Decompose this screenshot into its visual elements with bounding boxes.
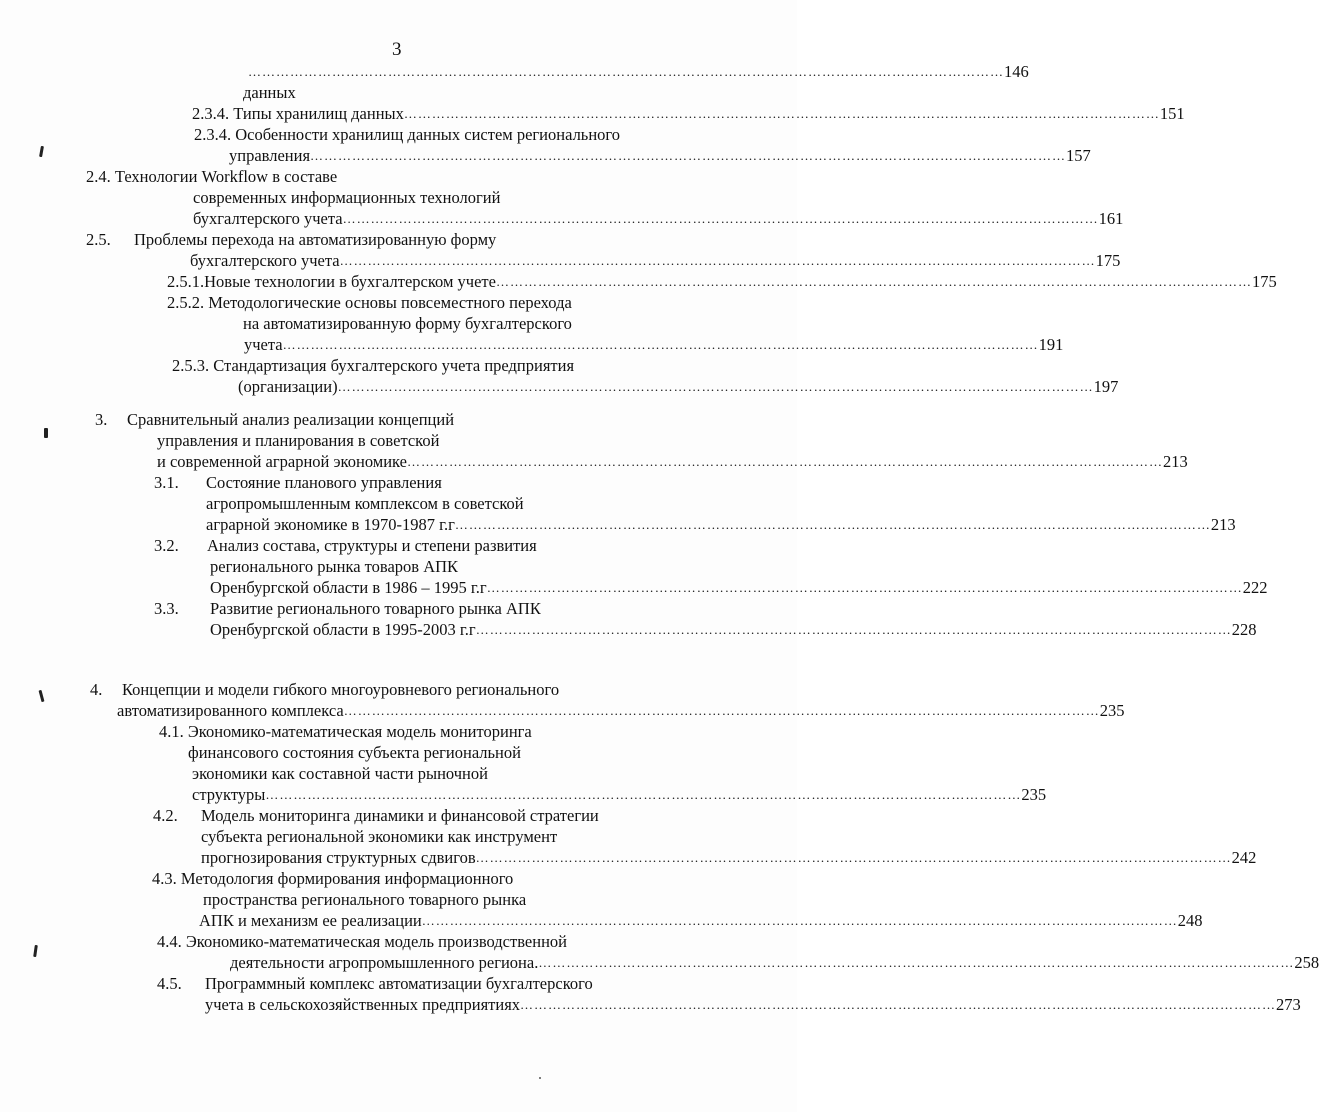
- toc-page: 248: [1177, 911, 1203, 930]
- toc-entry-2-4-cont: современных информационных технологий: [193, 188, 501, 207]
- toc-entry-2-5-2-cont: учета ……………………………………………………………………………………………………………………………………………… 191: [244, 335, 1064, 354]
- toc-entry-4-3: 4.3. Методология формирования информационного: [152, 869, 514, 888]
- toc-chapter-4-cont: автоматизированного комплекса ……………………………………………………………………………………………………………………………………………… 235: [117, 701, 1125, 720]
- toc-page: 175: [1095, 251, 1121, 270]
- toc-page: 175: [1251, 272, 1277, 291]
- toc-entry-3-3: 3.3. Развитие регионального товарного рынка АПК: [154, 599, 541, 618]
- scan-mark: [38, 690, 44, 702]
- toc-page: 258: [1294, 953, 1319, 972]
- toc-entry-4-2-cont: субъекта региональной экономики как инструмент: [201, 827, 558, 846]
- toc-entry-4-2: 4.2. Модель мониторинга динамики и финансовой стратегии: [153, 806, 599, 825]
- toc-chapter-3-cont: и современной аграрной экономике ……………………………………………………………………………………………………………………………………………… 213: [157, 452, 1188, 471]
- toc-page: 273: [1276, 995, 1301, 1014]
- scan-mark: [33, 945, 38, 957]
- toc-page: 151: [1159, 104, 1185, 123]
- toc-entry-4-1-cont: финансового состояния субъекта региональной: [188, 743, 521, 762]
- toc-entry-4-4: 4.4. Экономико-математическая модель производственной: [157, 932, 567, 951]
- toc-entry-2-5-cont: бухгалтерского учета ……………………………………………………………………………………………………………………………………………… 175: [190, 251, 1121, 270]
- toc-entry-2-5-2-cont: на автоматизированную форму бухгалтерского: [243, 314, 572, 333]
- toc-entry-3-1-cont: аграрной экономике в 1970-1987 г.г ……………………………………………………………………………………………………………………………………………… 213: [206, 515, 1236, 534]
- toc-entry-text: данных: [243, 83, 296, 102]
- toc-entry-3-2: 3.2. Анализ состава, структуры и степени развития: [154, 536, 537, 555]
- toc-entry-2-5-3: 2.5.3. Стандартизация бухгалтерского учета предприятия: [172, 356, 575, 375]
- toc-entry-2-5-3-cont: (организации) ……………………………………………………………………………………………………………………………………………… 197: [238, 377, 1119, 396]
- toc-entry-2-4-cont: бухгалтерского учета ……………………………………………………………………………………………………………………………………………… 161: [193, 209, 1124, 228]
- toc-page: 146: [1004, 62, 1029, 81]
- toc-chapter-3-cont: управления и планирования в советской: [157, 431, 440, 450]
- toc-chapter-4: 4. Концепции и модели гибкого многоуровневого регионального: [90, 680, 560, 699]
- toc-page: 191: [1038, 335, 1064, 354]
- toc-entry-4-3-cont: пространства регионального товарного рынка: [203, 890, 527, 909]
- toc-entry-4-5-cont: учета в сельскохозяйственных предприятиях ……………………………………………………………………………………………………………………………………………… 273: [205, 995, 1301, 1014]
- page-number: 3: [392, 39, 402, 60]
- toc-entry-4-5: 4.5. Программный комплекс автоматизации бухгалтерского: [157, 974, 593, 993]
- toc-entry-3-1: 3.1. Состояние планового управления: [154, 473, 442, 492]
- toc-entry-3-3-cont: Оренбургской области в 1995-2003 г.г ……………………………………………………………………………………………………………………………………………… 228: [210, 620, 1257, 639]
- scan-mark: [44, 428, 48, 438]
- toc-entry-3-1-cont: агропромышленным комплексом в советской: [206, 494, 524, 513]
- toc-page: 228: [1231, 620, 1257, 639]
- toc-entry-2-3-4-features: 2.3.4. Особенности хранилищ данных систем регионального: [194, 125, 621, 144]
- toc-entry-2-3-4-types: 2.3.4. Типы хранилищ данных ……………………………………………………………………………………………………………………………………………… 151: [192, 104, 1185, 123]
- toc-page: 161: [1098, 209, 1124, 228]
- scan-speck: [539, 1077, 541, 1079]
- scan-mark: [39, 146, 44, 157]
- toc-chapter-3: 3. Сравнительный анализ реализации концепций: [95, 410, 455, 429]
- toc-page: 157: [1066, 146, 1091, 165]
- toc-page: 222: [1242, 578, 1268, 597]
- toc-page: 197: [1093, 377, 1119, 396]
- toc-page: 213: [1162, 452, 1188, 471]
- toc-entry-4-3-cont: АПК и механизм ее реализации ……………………………………………………………………………………………………………………………………………… 248: [199, 911, 1203, 930]
- toc-entry-2-4: 2.4. Технологии Workflow в составе: [86, 167, 338, 186]
- toc-page: 235: [1099, 701, 1125, 720]
- toc-entry-2-5-2: 2.5.2. Методологические основы повсеместного перехода: [167, 293, 572, 312]
- toc-entry-4-2-cont: прогнозирования структурных сдвигов ……………………………………………………………………………………………………………………………………………… 242: [201, 848, 1257, 867]
- toc-entry-dots: ……………………………………………………………………………………………………………………………………………… 146: [248, 62, 1029, 81]
- toc-entry-4-1: 4.1. Экономико-математическая модель мониторинга: [159, 722, 532, 741]
- toc-entry-3-2-cont: регионального рынка товаров АПК: [210, 557, 459, 576]
- toc-page: 235: [1021, 785, 1047, 804]
- toc-entry-2-5-1: 2.5.1.Новые технологии в бухгалтерском учете ……………………………………………………………………………………………………………………………………………… 175: [167, 272, 1277, 291]
- toc-entry-2-5: 2.5. Проблемы перехода на автоматизированную форму: [86, 230, 497, 249]
- toc-entry-4-1-cont: структуры ……………………………………………………………………………………………………………………………………………… 235: [192, 785, 1047, 804]
- toc-entry-4-4-cont: деятельности агропромышленного региона. ……………………………………………………………………………………………………………………………………………… 258: [230, 953, 1319, 972]
- toc-entry-4-1-cont: экономики как составной части рыночной: [192, 764, 488, 783]
- toc-entry-2-3-4-features-cont: управления ……………………………………………………………………………………………………………………………………………… 157: [229, 146, 1091, 165]
- toc-page: 213: [1210, 515, 1236, 534]
- toc-entry-3-2-cont: Оренбургской области в 1986 – 1995 г.г ……………………………………………………………………………………………………………………………………………… 222: [210, 578, 1268, 597]
- toc-page: 242: [1231, 848, 1257, 867]
